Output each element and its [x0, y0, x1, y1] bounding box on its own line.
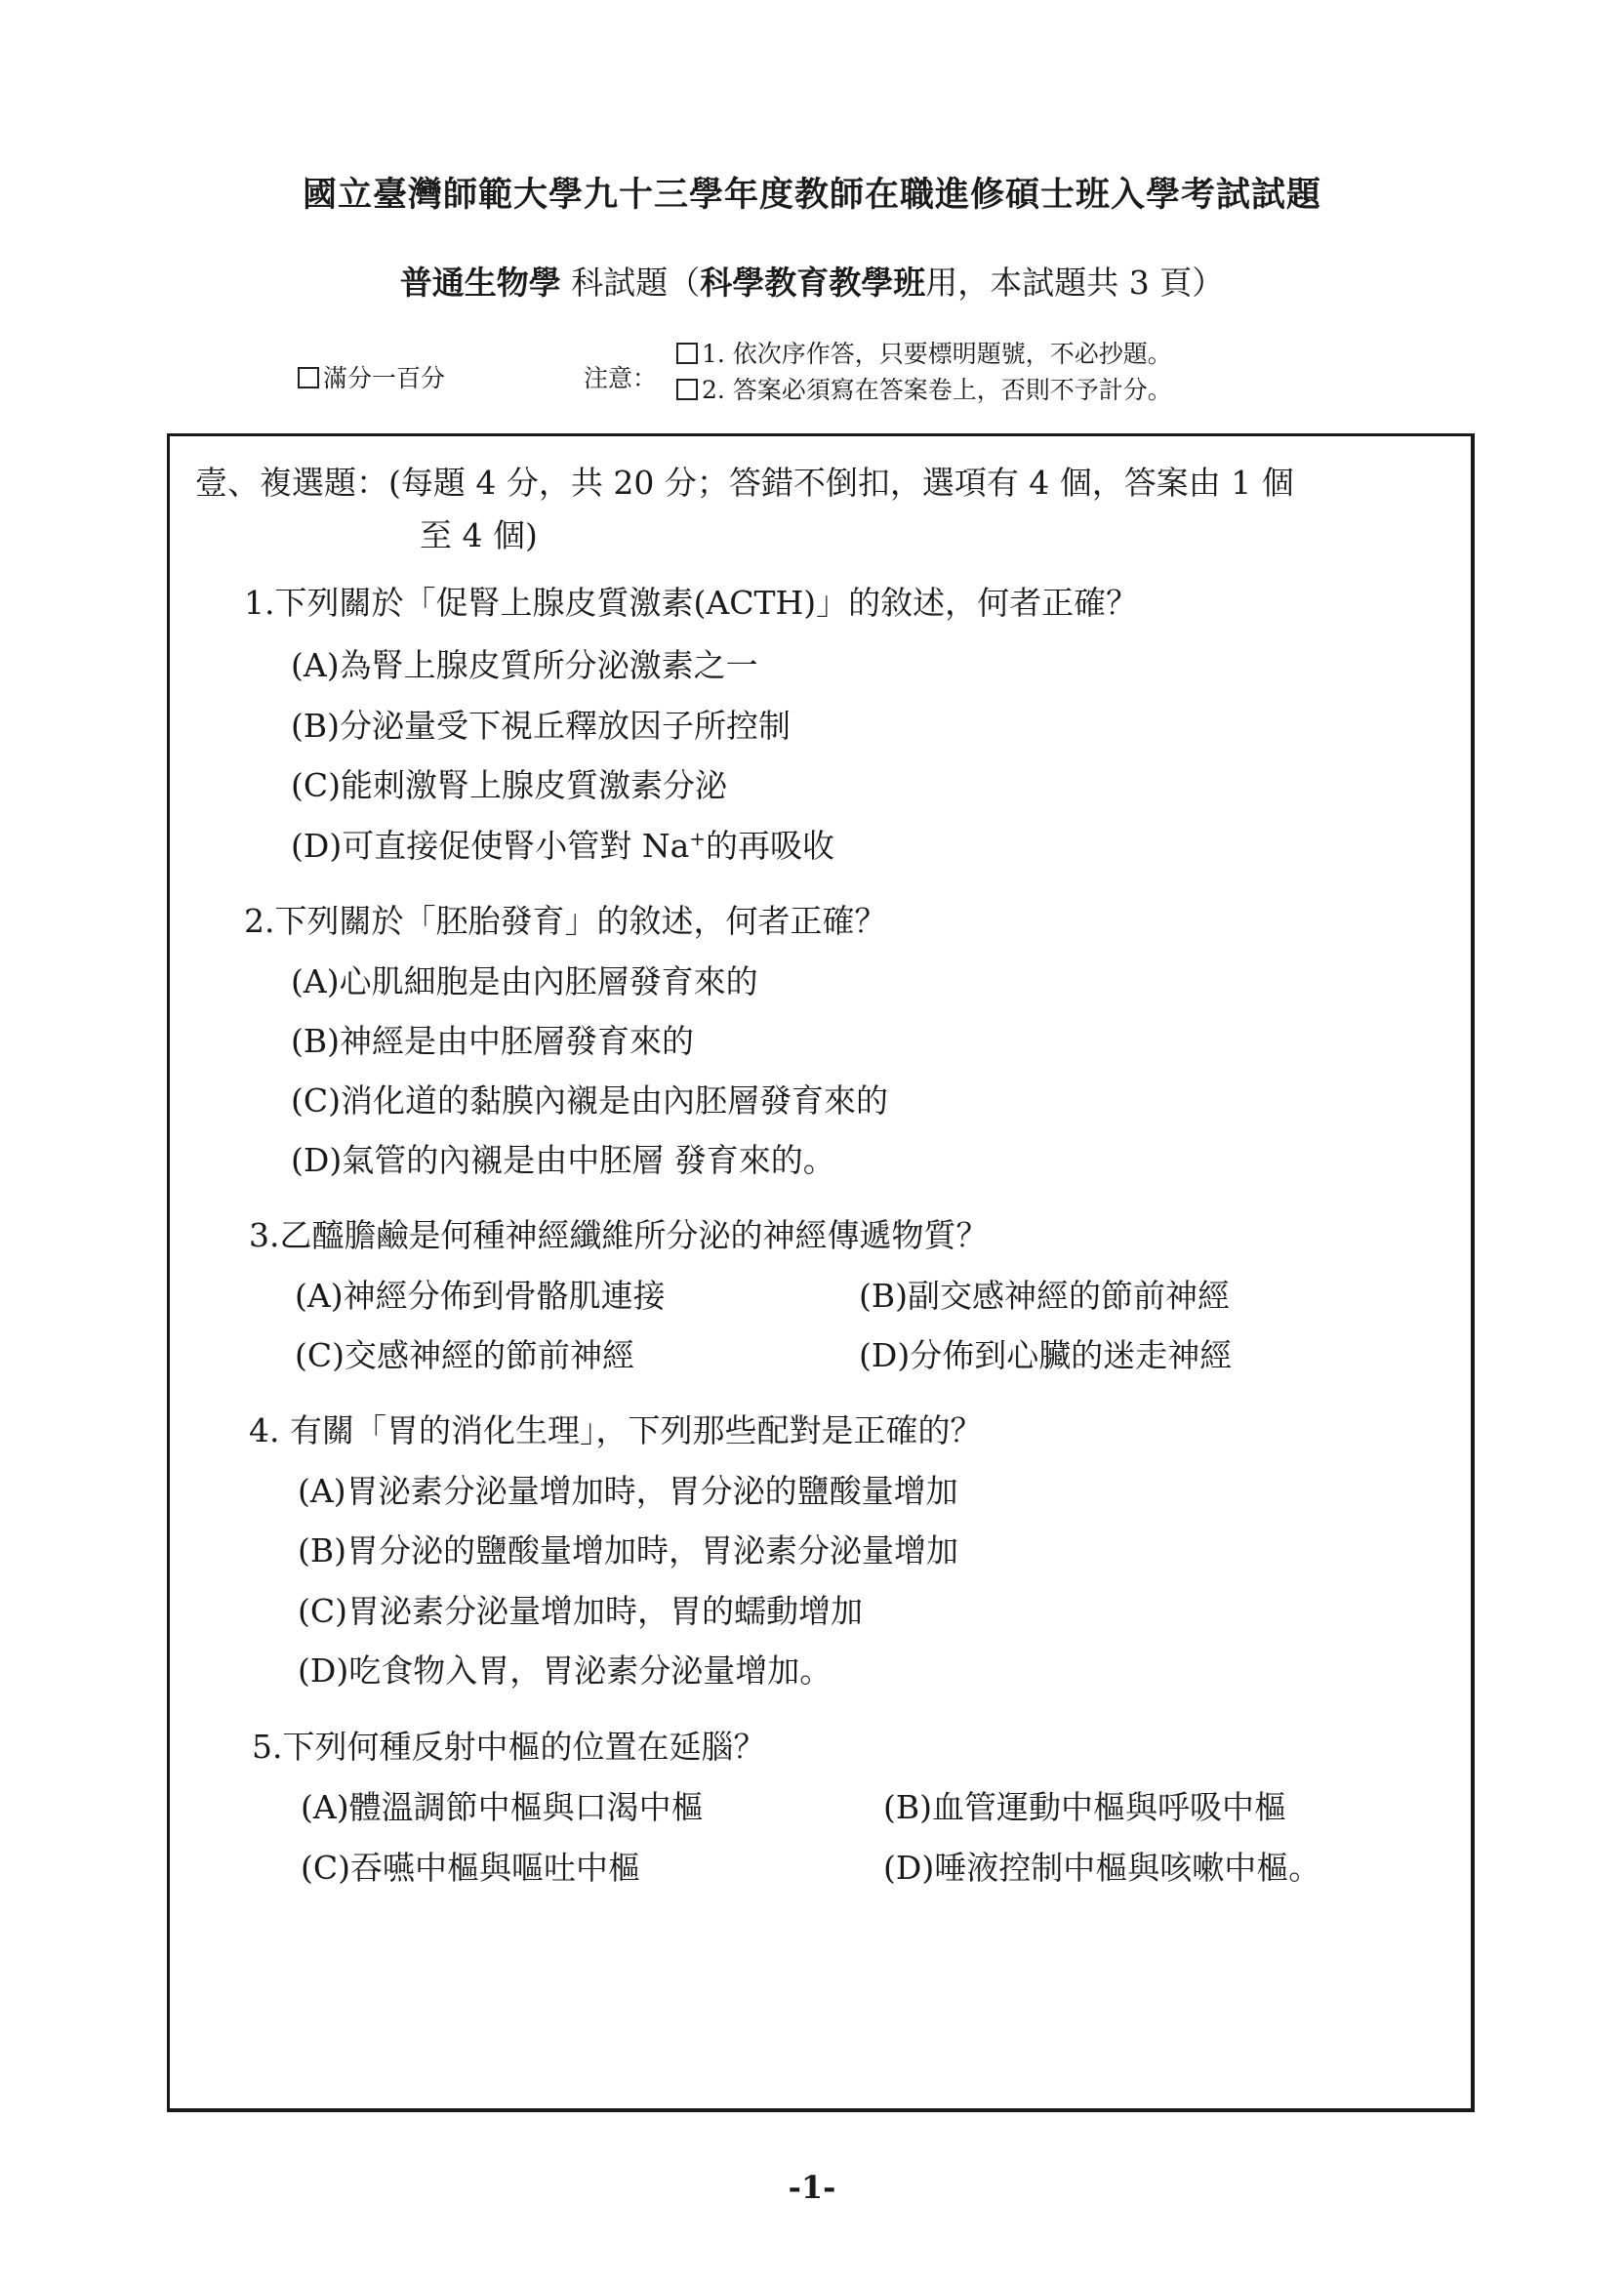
- question-5-option-d: (D)唾液控制中樞與咳嗽中樞。: [883, 1849, 1321, 1887]
- note-item-1: [676, 335, 1172, 370]
- subject-name: 普通生物學: [399, 264, 561, 302]
- subject-suffix: 科試題（: [571, 264, 701, 302]
- section-title: [195, 457, 1454, 562]
- section-title-line2: 至 4 個): [420, 516, 538, 554]
- question-3-option-c: (C)交感神經的節前神經: [295, 1336, 634, 1374]
- note-item-2: [676, 371, 1172, 406]
- question-4-stem: 4. 有關「胃的消化生理」，下列那些配對是正確的？: [249, 1411, 983, 1449]
- exam-title: 國立臺灣師範大學九十三學年度教師在職進修碩士班入學考試試題: [302, 175, 1321, 215]
- question-3-option-b: (B)副交感神經的節前神經: [859, 1277, 1230, 1315]
- page-number: -1-: [788, 2169, 836, 2206]
- question-2-stem: 2.下列關於「胚胎發育」的敘述，何者正確？: [244, 902, 887, 940]
- checkbox-icon: [676, 379, 698, 400]
- note-label: 注意：: [584, 364, 658, 392]
- question-1-stem: 1.下列關於「促腎上腺皮質激素(ACTH)」的敘述，何者正確？: [244, 584, 1139, 622]
- class-name: 科學教育教學班: [700, 264, 926, 302]
- question-2-option-b: (B)神經是由中胚層發育來的: [291, 1022, 694, 1060]
- question-1-option-c: (C)能刺激腎上腺皮質激素分泌: [291, 766, 727, 804]
- question-2-option-a: (A)心肌細胞是由內胚層發育來的: [291, 962, 758, 1000]
- question-4-option-b: (B)胃分泌的鹽酸量增加時，胃泌素分泌量增加: [298, 1531, 958, 1570]
- question-4-option-c: (C)胃泌素分泌量增加時，胃的蠕動增加: [298, 1592, 863, 1630]
- exam-subtitle: [0, 258, 1624, 304]
- question-5-option-b: (B)血管運動中樞與呼吸中樞: [883, 1788, 1286, 1826]
- question-3-stem: 3.乙醯膽鹼是何種神經纖維所分泌的神經傳遞物質？: [249, 1216, 989, 1254]
- question-1-option-b: (B)分泌量受下視丘釋放因子所控制: [291, 707, 791, 745]
- question-3-option-a: (A)神經分佈到骨骼肌連接: [295, 1277, 666, 1315]
- note-item-1-text: 1. 依次序作答，只要標明題號，不必抄題。: [702, 340, 1172, 368]
- question-3-option-d: (D)分佈到心臟的迷走神經: [859, 1336, 1233, 1374]
- note-item-2-text: 2. 答案必須寫在答案卷上，否則不予計分。: [702, 376, 1172, 404]
- question-5-option-a: (A)體溫調節中樞與口渴中樞: [301, 1788, 704, 1826]
- checkbox-icon: [298, 367, 319, 388]
- question-1-option-d-tail: 的再吸收: [706, 827, 835, 865]
- question-1-option-d: [291, 821, 834, 867]
- question-2-option-c: (C)消化道的黏膜內襯是由內胚層發育來的: [291, 1081, 888, 1120]
- question-5-option-c: (C)吞嚥中樞與嘔吐中樞: [301, 1849, 640, 1887]
- checkbox-icon: [676, 343, 698, 364]
- question-4-option-a: (A)胃泌素分泌量增加時，胃分泌的鹽酸量增加: [298, 1472, 958, 1510]
- superscript-plus: +: [689, 827, 707, 850]
- question-1-option-a: (A)為腎上腺皮質所分泌激素之一: [291, 646, 758, 684]
- score-note: [298, 359, 445, 394]
- class-suffix: 用，本試題共 3 頁）: [925, 264, 1225, 302]
- question-5-stem: 5.下列何種反射中樞的位置在延腦？: [252, 1728, 766, 1766]
- score-text: 滿分一百分: [323, 364, 446, 392]
- question-4-option-d: (D)吃食物入胃，胃泌素分泌量增加。: [298, 1651, 832, 1690]
- section-title-line1: 壹、複選題：(每題 4 分，共 20 分；答錯不倒扣，選項有 4 個，答案由 1 個: [195, 464, 1294, 502]
- question-2-option-d: (D)氣管的內襯是由中胚層 發育來的。: [291, 1141, 835, 1179]
- question-1-option-d-text: (D)可直接促使腎小管對 Na: [291, 827, 690, 865]
